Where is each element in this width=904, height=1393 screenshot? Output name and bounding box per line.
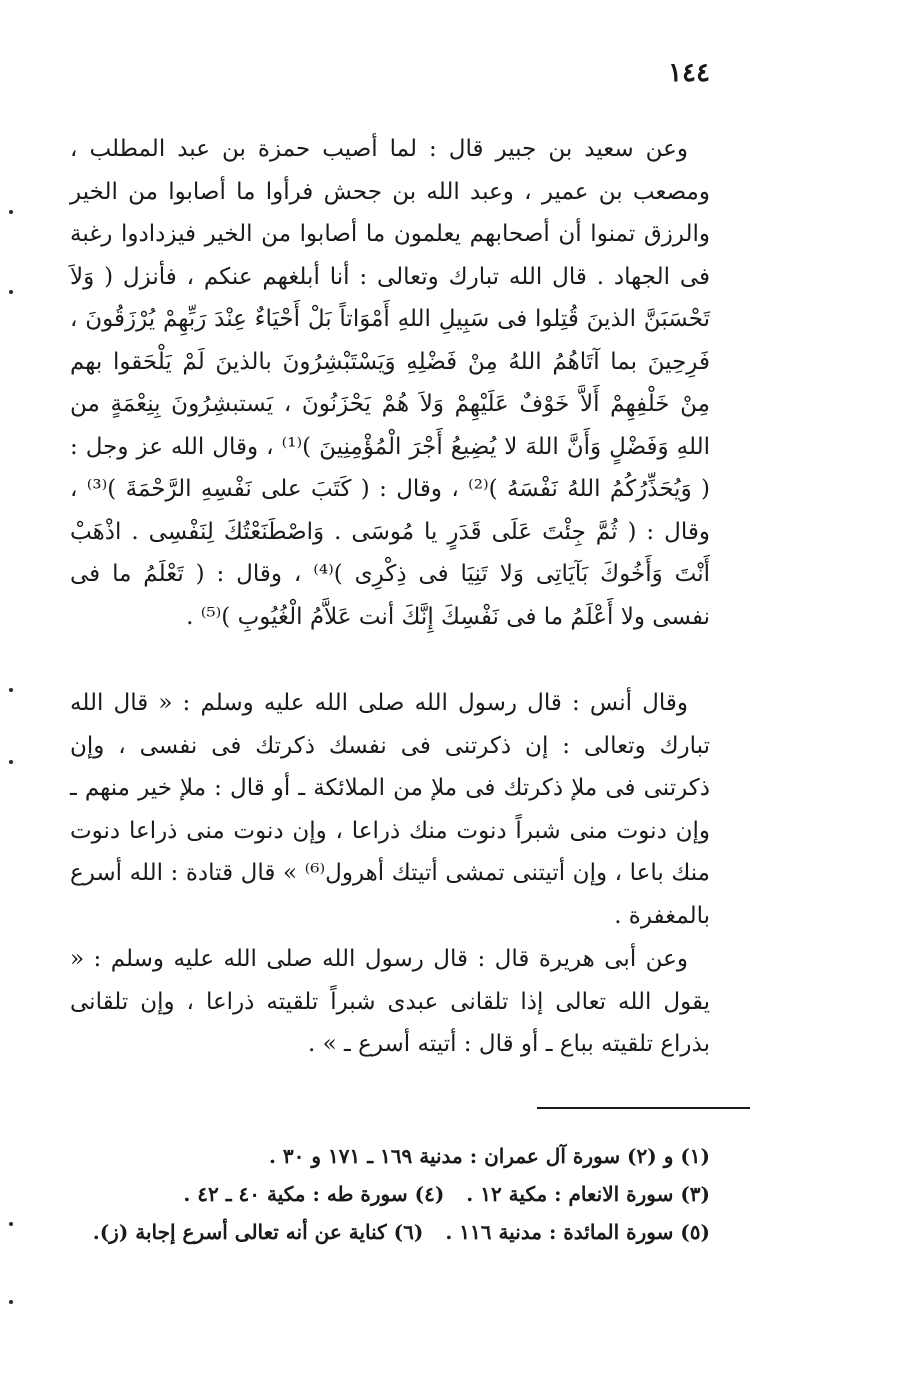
page-number: ١٤٤ — [668, 58, 710, 88]
footnotes — [92, 1137, 710, 1251]
footnote-line — [180, 1175, 710, 1213]
paragraph-text: وقال أنس : قال رسول الله صلى الله عليه وسلم : « قال الله تبارك وتعالى : إن ذكرتنى فى نفسك ذكرتك فى نفسى ، وإن ذكرتنى فى ملإ ذكرتك فى ملإ من الملائكة ـ أو قال : ملإ خير منهم ـ وإن دنوت منى شبراً دنوت منك ذراعا ، وإن دنوت منى ذراعا دنوت منك باعا ، وإن أتيتنى تمشى أتيتك أهرول⁽⁶⁾ » قال قتادة : الله أسرع بالمغفرة . — [70, 690, 710, 929]
margin-speck — [9, 290, 13, 294]
footnote-line — [92, 1213, 710, 1251]
margin-speck — [9, 1300, 13, 1304]
paragraph-1 — [70, 128, 710, 638]
footnote-entry: (٤) سورة طه : مكية ٤٠ ـ ٤٢ . — [183, 1182, 445, 1206]
margin-speck — [9, 1222, 13, 1226]
margin-speck — [9, 760, 13, 764]
footnote-entry: (٣) سورة الانعام : مكية ١٢ . — [466, 1182, 710, 1206]
footnote-entry: (٦) كناية عن أنه تعالى أسرع إجابة (ز). — [92, 1220, 424, 1244]
paragraph-3 — [70, 938, 710, 1066]
footnote-divider — [537, 1107, 750, 1109]
paragraph-2 — [70, 682, 710, 937]
footnote-entry: (٥) سورة المائدة : مدنية ١١٦ . — [445, 1220, 710, 1244]
paragraph-text: وعن أبى هريرة قال : قال رسول الله صلى الله عليه وسلم : « يقول الله تعالى إذا تلقانى عبدى شبراً تلقيته ذراعا ، وإن تلقانى بذراع تلقيته بباع ـ أو قال : أتيته أسرع ـ » . — [70, 946, 710, 1057]
paragraph-text: وعن سعيد بن جبير قال : لما أصيب حمزة بن عبد المطلب ، ومصعب بن عمير ، وعبد الله بن جحش فرأوا ما أصابوا من الخير والرزق تمنوا أن أصحابهم يعلمون ما أصابوا من الخير فيزدادوا رغبة فى الجهاد . قال الله تبارك وتعالى : أنا أبلغهم عنكم ، فأنزل ( وَلاَ تَحْسَبَنَّ الذينَ قُتِلوا فى سَبِيلِ اللهِ أَمْوَاتاً بَلْ أَحْيَاءٌ عِنْدَ رَبِّهِمْ يُرْزَقُونَ ، فَرِحِينَ بما آتَاهُمُ اللهُ مِنْ فَضْلِهِ وَيَسْتَبْشِرُونَ بالذينَ لَمْ يَلْحَقوا بهم مِنْ خَلْفِهِمْ أَلاَّ خَوْفٌ عَلَيْهِمْ وَلاَ هُمْ يَحْزَنُونَ ، يَستبشِرُونَ بِنِعْمَةٍ من اللهِ وَفَضْلٍ وَأَنَّ اللهَ لا يُضِيعُ أَجْرَ الْمُؤْمِنِينَ )⁽¹⁾ ، وقال الله عز وجل : ( وَيُحَذِّرُكُمُ اللهُ نَفْسَهُ )⁽²⁾ ، وقال : ( كَتَبَ على نَفْسِهِ الرَّحْمَةَ )⁽³⁾ ، وقال : ( ثُمَّ جِئْتَ عَلَى قَدَرٍ يا مُوسَى . وَاصْطَنَعْتُكَ لِنَفْسِى . اذْهَبْ أَنْتَ وَأَخُوكَ بَآيَاتِى وَلا تَنِيَا فى ذِكْرِى )⁽⁴⁾ ، وقال : ( تَعْلَمُ ما فى نفسى ولا أَعْلَمُ ما فى نَفْسِكَ إِنَّكَ أنت عَلاَّمُ الْغُيُوبِ )⁽⁵⁾ . — [70, 136, 711, 630]
margin-speck — [9, 210, 13, 214]
margin-speck — [9, 688, 13, 692]
footnote-entry: (١) و (٢) سورة آل عمران : مدنية ١٦٩ ـ ١٧١ و ٣٠ . — [268, 1144, 710, 1168]
footnote-line — [180, 1137, 710, 1175]
